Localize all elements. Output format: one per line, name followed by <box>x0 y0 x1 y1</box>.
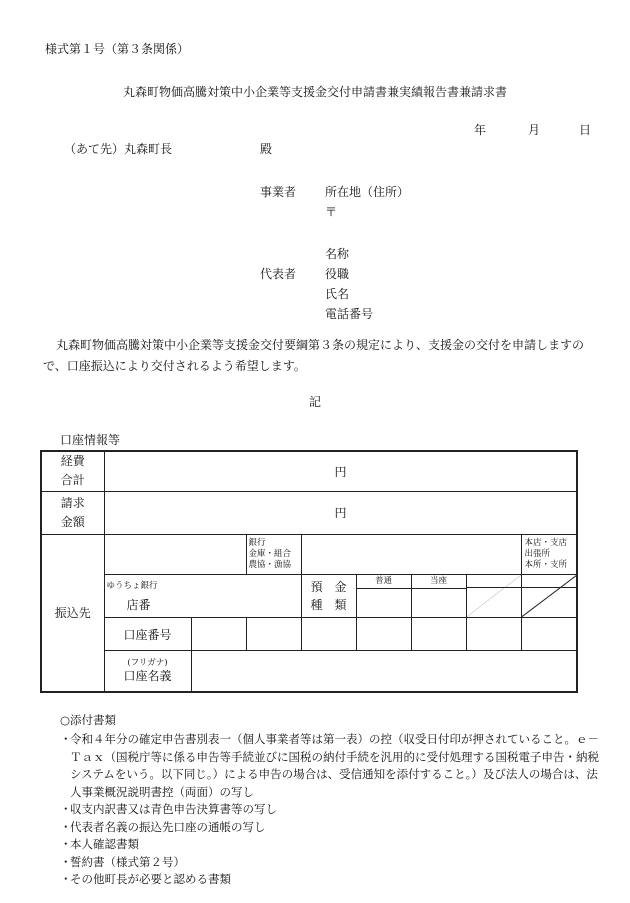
list-item: ・ 本人確認書類 <box>60 836 600 854</box>
attachments-heading: ○添付書類 <box>60 713 117 727</box>
account-name-label: 口座名義 <box>123 669 172 684</box>
slash-cell-2 <box>521 575 577 618</box>
branch-name-field[interactable] <box>301 534 521 575</box>
branch-type-3: 本所・支所 <box>524 559 568 570</box>
total-yen: 円 <box>334 464 347 479</box>
list-item: ・ その他町長が必要と認める書類 <box>60 871 600 889</box>
address-label: 所在地（住所） <box>325 185 410 199</box>
list-item: ・ 誓約書（様式第２号） <box>60 854 600 872</box>
claim-yen: 円 <box>334 506 347 520</box>
diagonal-slash-2 <box>522 575 577 617</box>
date-day: 日 <box>579 123 592 137</box>
postal-mark: 〒 <box>325 205 338 219</box>
bank-type-2: 金庫・組合 <box>248 548 292 559</box>
branch-type-cell <box>521 534 577 575</box>
account-digit-2[interactable] <box>246 617 301 651</box>
account-digit-3[interactable] <box>301 617 356 651</box>
total-label-2: 合計 <box>60 473 85 488</box>
date-month: 月 <box>528 123 541 137</box>
date-year: 年 <box>474 123 487 137</box>
ordinary-label: 普通 <box>357 575 411 589</box>
current-label: 当座 <box>412 575 466 589</box>
list-item: ・ 代表者名義の振込先口座の通帳の写し <box>60 819 600 837</box>
furigana-label: (フリガナ) <box>127 658 168 669</box>
honorific: 殿 <box>260 142 273 156</box>
account-digit-4[interactable] <box>356 617 411 651</box>
list-item: ・ 令和４年分の確定申告書別表一（個人事業者等は第一表）の控（収受日付印が押されていること。ｅ－Ｔａｘ（国税庁等に係る申告等手続並びに国税の納付手続を汎用的に受付処理する国税電子申告・納税システムをいう。以下同じ。）による申告の場合は、受信通知を添付すること。）及び法人の場合は、法人事業概況説明書控（両面）の写し <box>60 731 600 801</box>
transfer-label: 振込先 <box>54 606 91 620</box>
account-info-table <box>40 450 578 693</box>
addressee-prefix: （あて先） <box>64 142 125 156</box>
yucho-cell <box>104 575 301 618</box>
table-caption: 口座情報等 <box>60 433 121 447</box>
attachment-6: その他町長が必要と認める書類 <box>70 872 231 886</box>
attachment-5: 誓約書（様式第２号） <box>70 854 185 869</box>
claim-label-2: 金額 <box>60 514 85 529</box>
attachment-1: 令和４年分の確定申告書別表一（個人事業者等は第一表）の控（収受日付印が押されていること。ｅ－Ｔａｘ（国税庁等に係る申告等手続並びに国税の納付手続を汎用的に受付処理する国税電子申告・納税システムをいう。以下同じ。）による申告の場合は、受信通知を添付すること。）及び法人の場合は、法人事業概況説明書控（両面）の写し <box>70 732 599 799</box>
bank-type-1: 銀行 <box>248 537 266 548</box>
deposit-type-label-cell <box>301 575 356 618</box>
transfer-label-cell <box>41 534 104 692</box>
account-number-label-cell <box>104 617 191 651</box>
form-number: 様式第１号（第３条関係） <box>45 42 190 56</box>
claim-amount-field[interactable] <box>104 491 577 534</box>
bank-type-3: 農協・漁協 <box>248 559 292 570</box>
representative-label: 代表者 <box>260 267 297 281</box>
person-label: 氏名 <box>325 287 350 301</box>
claim-label-cell <box>41 491 104 534</box>
current-cell[interactable] <box>411 575 466 618</box>
document-title: 丸森町物価高騰対策中小企業等支援金交付申請書兼実績報告書兼請求書 <box>122 85 507 99</box>
ordinary-cell[interactable] <box>356 575 411 618</box>
branch-no-label: 店番 <box>126 598 151 613</box>
bank-type-cell <box>246 534 301 575</box>
account-number-label: 口座番号 <box>123 627 172 642</box>
account-name-label-cell <box>104 651 191 692</box>
list-item: ・ 収支内訳書又は青色申告決算書等の写し <box>60 801 600 819</box>
diagonal-slash-1 <box>467 575 521 617</box>
name-label: 名称 <box>325 247 350 261</box>
position-label: 役職 <box>325 267 350 281</box>
yucho-label: ゆうちょ銀行 <box>106 581 158 592</box>
account-digit-6[interactable] <box>466 617 521 651</box>
attachment-3: 代表者名義の振込先口座の通帳の写し <box>70 819 266 834</box>
branch-type-2: 出張所 <box>524 548 551 559</box>
claim-label-1: 請求 <box>60 495 85 510</box>
account-digit-5[interactable] <box>411 617 466 651</box>
account-name-field[interactable] <box>191 651 577 692</box>
attachments-list <box>60 731 600 889</box>
slash-cell-1 <box>466 575 521 618</box>
ki-heading: 記 <box>308 395 321 409</box>
business-label: 事業者 <box>260 185 297 199</box>
account-digit-1[interactable] <box>191 617 246 651</box>
deposit-type-2: 種 類 <box>310 597 347 612</box>
phone-label: 電話番号 <box>325 307 374 321</box>
addressee: 丸森町長 <box>124 142 173 156</box>
deposit-type-1: 預 金 <box>310 579 347 594</box>
bank-name-field[interactable] <box>104 534 246 575</box>
total-amount-field[interactable] <box>104 451 577 491</box>
request-body-text: 丸森町物価高騰対策中小企業等支援金交付要綱第３条の規定により、支援金の交付を申請しますので、口座振込により交付されるよう希望します。 <box>43 338 585 373</box>
branch-type-1: 本店・支店 <box>524 537 568 548</box>
total-label-1: 経費 <box>60 454 85 469</box>
total-label-cell <box>41 451 104 491</box>
attachment-2: 収支内訳書又は青色申告決算書等の写し <box>70 802 277 816</box>
account-digit-7[interactable] <box>521 617 577 651</box>
attachment-4: 本人確認書類 <box>70 837 139 851</box>
